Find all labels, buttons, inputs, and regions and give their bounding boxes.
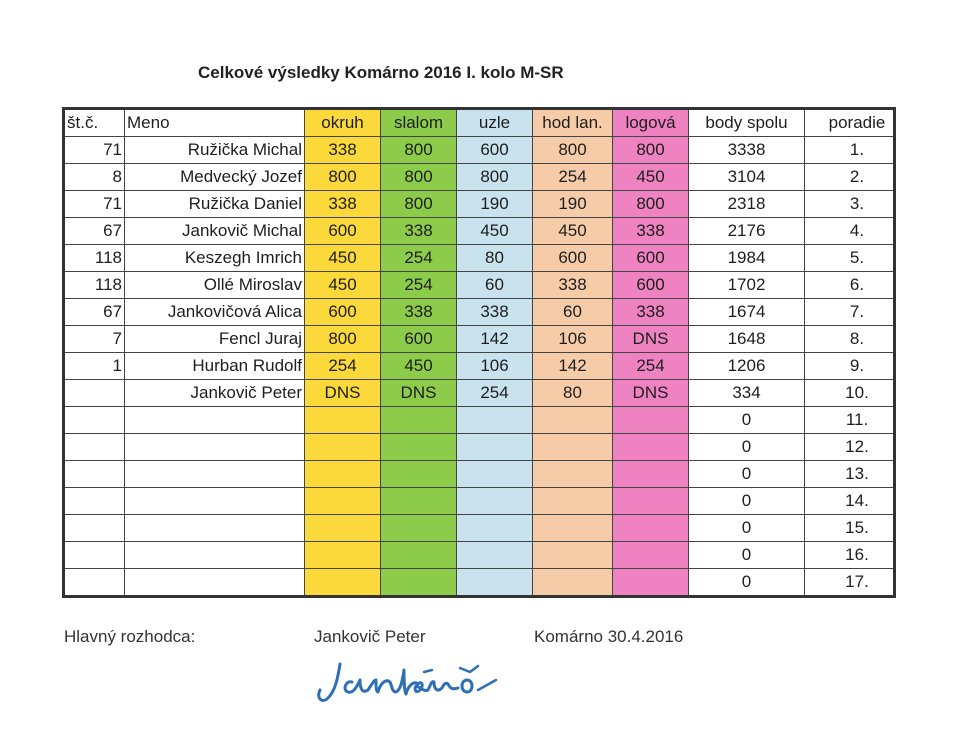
cell-no [64, 569, 125, 597]
cell-rank: 6. [805, 272, 895, 299]
cell-sum: 1674 [689, 299, 805, 326]
cell-logova [613, 434, 689, 461]
cell-okruh: 338 [305, 191, 381, 218]
cell-slalom: 338 [381, 299, 457, 326]
cell-no [64, 434, 125, 461]
cell-sum: 0 [689, 488, 805, 515]
cell-name: Ružička Daniel [125, 191, 305, 218]
cell-sum: 3104 [689, 164, 805, 191]
cell-hod: 254 [533, 164, 613, 191]
cell-hod [533, 407, 613, 434]
cell-uzle: 338 [457, 299, 533, 326]
cell-name: Medvecký Jozef [125, 164, 305, 191]
cell-rank: 4. [805, 218, 895, 245]
table-row [64, 272, 895, 299]
cell-okruh [305, 407, 381, 434]
cell-name [125, 407, 305, 434]
cell-logova: 600 [613, 245, 689, 272]
cell-no [64, 488, 125, 515]
cell-slalom [381, 515, 457, 542]
cell-sum: 0 [689, 515, 805, 542]
results-table [62, 107, 896, 598]
cell-uzle: 600 [457, 137, 533, 164]
cell-slalom [381, 488, 457, 515]
table-row [64, 245, 895, 272]
cell-slalom [381, 569, 457, 597]
table-row [64, 353, 895, 380]
cell-okruh: 254 [305, 353, 381, 380]
cell-uzle: 254 [457, 380, 533, 407]
cell-okruh: 600 [305, 299, 381, 326]
cell-slalom: 800 [381, 191, 457, 218]
cell-okruh: 800 [305, 164, 381, 191]
cell-no: 118 [64, 245, 125, 272]
cell-logova [613, 515, 689, 542]
cell-logova [613, 488, 689, 515]
cell-name: Keszegh Imrich [125, 245, 305, 272]
cell-okruh [305, 542, 381, 569]
cell-sum: 0 [689, 434, 805, 461]
cell-rank: 9. [805, 353, 895, 380]
cell-uzle: 80 [457, 245, 533, 272]
cell-logova: DNS [613, 380, 689, 407]
cell-name: Fencl Juraj [125, 326, 305, 353]
cell-hod: 60 [533, 299, 613, 326]
cell-rank: 8. [805, 326, 895, 353]
cell-sum: 2318 [689, 191, 805, 218]
cell-logova: 338 [613, 218, 689, 245]
page-title: Celkové výsledky Komárno 2016 I. kolo M-SR [198, 63, 564, 82]
cell-name [125, 569, 305, 597]
table-row [64, 461, 895, 488]
cell-slalom: 254 [381, 245, 457, 272]
cell-sum: 0 [689, 569, 805, 597]
cell-sum: 0 [689, 461, 805, 488]
cell-logova [613, 461, 689, 488]
cell-uzle [457, 515, 533, 542]
cell-slalom: 450 [381, 353, 457, 380]
table-row [64, 380, 895, 407]
cell-slalom [381, 542, 457, 569]
header-cell: body spolu [689, 109, 805, 137]
cell-uzle [457, 488, 533, 515]
cell-logova [613, 407, 689, 434]
cell-no [64, 542, 125, 569]
cell-logova [613, 569, 689, 597]
cell-okruh: DNS [305, 380, 381, 407]
cell-no: 67 [64, 299, 125, 326]
cell-logova [613, 542, 689, 569]
cell-name [125, 488, 305, 515]
cell-logova: 800 [613, 137, 689, 164]
cell-rank: 14. [805, 488, 895, 515]
cell-uzle: 450 [457, 218, 533, 245]
cell-hod [533, 515, 613, 542]
cell-uzle [457, 434, 533, 461]
cell-slalom: 600 [381, 326, 457, 353]
cell-no [64, 407, 125, 434]
table-row [64, 434, 895, 461]
cell-okruh: 450 [305, 245, 381, 272]
cell-rank: 17. [805, 569, 895, 597]
table-row [64, 164, 895, 191]
cell-no: 67 [64, 218, 125, 245]
cell-rank: 7. [805, 299, 895, 326]
header-cell: uzle [457, 109, 533, 137]
cell-hod [533, 542, 613, 569]
header-cell: Meno [125, 109, 305, 137]
cell-name: Ružička Michal [125, 137, 305, 164]
header-cell: poradie [805, 109, 895, 137]
cell-okruh [305, 515, 381, 542]
cell-name [125, 461, 305, 488]
cell-uzle [457, 542, 533, 569]
cell-sum: 1206 [689, 353, 805, 380]
cell-uzle: 800 [457, 164, 533, 191]
cell-uzle [457, 461, 533, 488]
cell-slalom [381, 461, 457, 488]
header-row [64, 109, 895, 137]
cell-hod: 106 [533, 326, 613, 353]
signature-icon [312, 650, 532, 710]
cell-okruh [305, 461, 381, 488]
header-cell: okruh [305, 109, 381, 137]
cell-logova: 338 [613, 299, 689, 326]
cell-okruh: 600 [305, 218, 381, 245]
cell-uzle [457, 407, 533, 434]
cell-slalom [381, 407, 457, 434]
cell-name: Ollé Miroslav [125, 272, 305, 299]
cell-slalom [381, 434, 457, 461]
table-row [64, 218, 895, 245]
cell-name: Jankovičová Alica [125, 299, 305, 326]
cell-hod [533, 569, 613, 597]
cell-sum: 0 [689, 407, 805, 434]
cell-hod: 338 [533, 272, 613, 299]
cell-slalom: 254 [381, 272, 457, 299]
cell-rank: 3. [805, 191, 895, 218]
cell-rank: 12. [805, 434, 895, 461]
cell-sum: 3338 [689, 137, 805, 164]
table-row [64, 326, 895, 353]
cell-logova: 800 [613, 191, 689, 218]
cell-no: 8 [64, 164, 125, 191]
cell-logova: 254 [613, 353, 689, 380]
table-row [64, 407, 895, 434]
cell-uzle [457, 569, 533, 597]
place-date: Komárno 30.4.2016 [534, 627, 684, 646]
cell-name [125, 515, 305, 542]
cell-okruh: 338 [305, 137, 381, 164]
cell-hod: 190 [533, 191, 613, 218]
cell-okruh: 800 [305, 326, 381, 353]
cell-name [125, 434, 305, 461]
cell-sum: 1702 [689, 272, 805, 299]
cell-sum: 0 [689, 542, 805, 569]
header-cell: logová [613, 109, 689, 137]
header-cell: št.č. [64, 109, 125, 137]
cell-hod: 80 [533, 380, 613, 407]
table-row [64, 569, 895, 597]
cell-no [64, 380, 125, 407]
table-row [64, 542, 895, 569]
cell-rank: 10. [805, 380, 895, 407]
cell-no: 71 [64, 137, 125, 164]
cell-sum: 1648 [689, 326, 805, 353]
cell-logova: DNS [613, 326, 689, 353]
cell-okruh: 450 [305, 272, 381, 299]
cell-rank: 16. [805, 542, 895, 569]
table-row [64, 191, 895, 218]
cell-okruh [305, 434, 381, 461]
referee-label: Hlavný rozhodca: [64, 627, 196, 646]
cell-hod: 600 [533, 245, 613, 272]
cell-okruh [305, 569, 381, 597]
table-row [64, 515, 895, 542]
cell-no: 118 [64, 272, 125, 299]
cell-rank: 2. [805, 164, 895, 191]
cell-name: Jankovič Peter [125, 380, 305, 407]
cell-rank: 5. [805, 245, 895, 272]
cell-name [125, 542, 305, 569]
cell-name: Jankovič Michal [125, 218, 305, 245]
cell-rank: 15. [805, 515, 895, 542]
header-cell: slalom [381, 109, 457, 137]
cell-logova: 600 [613, 272, 689, 299]
cell-hod [533, 461, 613, 488]
cell-hod: 800 [533, 137, 613, 164]
table-row [64, 137, 895, 164]
referee-name: Jankovič Peter [314, 627, 426, 646]
cell-slalom: DNS [381, 380, 457, 407]
table-row [64, 488, 895, 515]
cell-sum: 2176 [689, 218, 805, 245]
cell-hod: 142 [533, 353, 613, 380]
results-body [64, 109, 895, 597]
table-row [64, 299, 895, 326]
cell-name: Hurban Rudolf [125, 353, 305, 380]
cell-logova: 450 [613, 164, 689, 191]
cell-sum: 334 [689, 380, 805, 407]
cell-no [64, 515, 125, 542]
cell-rank: 11. [805, 407, 895, 434]
header-cell: hod lan. [533, 109, 613, 137]
cell-no [64, 461, 125, 488]
cell-uzle: 60 [457, 272, 533, 299]
cell-uzle: 106 [457, 353, 533, 380]
cell-slalom: 338 [381, 218, 457, 245]
cell-slalom: 800 [381, 137, 457, 164]
cell-slalom: 800 [381, 164, 457, 191]
cell-no: 71 [64, 191, 125, 218]
cell-okruh [305, 488, 381, 515]
cell-uzle: 190 [457, 191, 533, 218]
cell-rank: 1. [805, 137, 895, 164]
cell-rank: 13. [805, 461, 895, 488]
cell-hod: 450 [533, 218, 613, 245]
cell-sum: 1984 [689, 245, 805, 272]
cell-uzle: 142 [457, 326, 533, 353]
cell-no: 7 [64, 326, 125, 353]
cell-no: 1 [64, 353, 125, 380]
cell-hod [533, 434, 613, 461]
cell-hod [533, 488, 613, 515]
